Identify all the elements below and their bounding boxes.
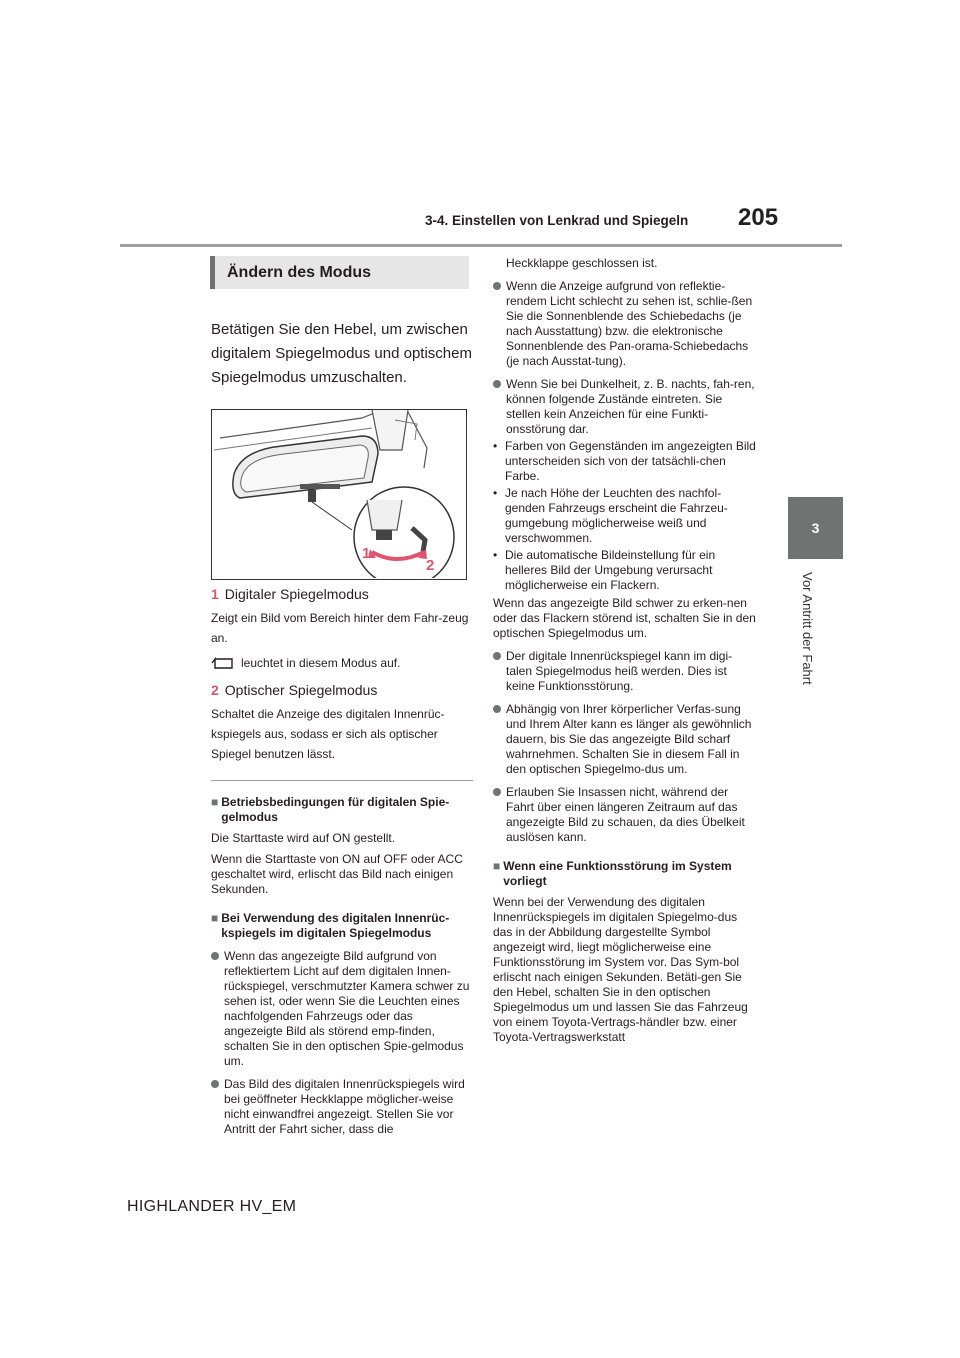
- chapter-tab: [788, 497, 843, 559]
- list-item: [211, 1077, 473, 1137]
- list-item: [493, 702, 758, 777]
- sub-bullet-icon: •: [493, 486, 498, 500]
- sub-list-item: [493, 486, 758, 546]
- mirror-indicator-icon: [211, 657, 233, 670]
- mode-item-2: [211, 682, 473, 698]
- paragraph: Wenn das angezeigte Bild schwer zu erken-nen oder das Flackern störend ist, schalten Sie in den optischen Spiegelmodus um.: [493, 596, 756, 640]
- subsection-title: Wenn eine Funktionsstörung im System vorliegt: [503, 859, 732, 888]
- section-title: 3-4. Einstellen von Lenkrad und Spiegeln: [425, 213, 689, 228]
- subsection-heading: [493, 859, 758, 889]
- bullet-dot-icon: [211, 952, 219, 960]
- section-heading: Ändern des Modus: [210, 256, 469, 289]
- section-divider: [211, 780, 473, 781]
- chapter-number: 3: [811, 520, 820, 536]
- bullet-dot-icon: [493, 652, 501, 660]
- subsection-title: Bei Verwendung des digitalen Innenrüc-kspiegels im digitalen Spiegelmodus: [221, 911, 450, 940]
- list-item: [493, 785, 758, 845]
- square-bullet-icon: ■: [211, 795, 219, 809]
- sub-bullet-icon: •: [493, 548, 498, 562]
- bullet-dot-icon: [493, 705, 501, 713]
- mode-number: 1: [211, 586, 219, 602]
- mirror-drawing: [212, 410, 465, 578]
- subsection-heading: [211, 795, 473, 825]
- sub-list-text: Farben von Gegenständen im angezeigten Bild unterscheiden sich von der tatsächli-chen Farbe.: [505, 439, 756, 483]
- list-item-text: Erlauben Sie Insassen nicht, während der Fahrt über einen längeren Zeitraum auf das angezeigte Bild zu schauen, da dies Übelkeit auslösen kann.: [506, 785, 745, 844]
- sub-list-text: Je nach Höhe der Leuchten des nachfol-genden Fahrzeugs erscheint die Fahrzeu-gumgebung möglicherweise weiß und verschwommen.: [505, 486, 728, 545]
- list-item: [493, 649, 758, 694]
- list-item-text: Wenn Sie bei Dunkelheit, z. B. nachts, fah-ren, können folgende Zustände eintreten. Sie stellen kein Anzeichen für eine Funkti-onsstörung dar.: [506, 377, 755, 436]
- footer-model: HIGHLANDER HV_EM: [127, 1198, 297, 1215]
- subsection-heading: [211, 911, 473, 941]
- list-item-text: Abhängig von Ihrer körperlicher Verfas-sung und Ihrem Alter kann es länger als gewöhnlich dauern, bis Sie das angezeigte Bild scharf wahrnehmen. Schalten Sie in diesem Fall in den optischen Spiegelmo-dus um.: [506, 702, 752, 776]
- list-item-text: Das Bild des digitalen Innenrückspiegels wird bei geöffneter Heckklappe möglicher-weise nicht einwandfrei angezeigt. Stellen Sie vor Antritt der Fahrt sicher, dass die: [224, 1077, 465, 1136]
- left-column: [211, 318, 473, 1137]
- sub-list-item: [493, 439, 758, 484]
- paragraph: Die Starttaste wird auf ON gestellt.: [211, 831, 396, 845]
- lead-paragraph: Betätigen Sie den Hebel, um zwischen digitalem Spiegelmodus und optischem Spiegelmodus umzuschalten.: [211, 321, 472, 386]
- mode-number: 2: [211, 682, 219, 698]
- bullet-dot-icon: [211, 1080, 219, 1088]
- chapter-label: Vor Antritt der Fahrt: [800, 572, 815, 685]
- mode-title: Optischer Spiegelmodus: [224, 682, 378, 698]
- page-number: 205: [738, 204, 779, 231]
- list-item: [493, 377, 758, 437]
- square-bullet-icon: ■: [211, 911, 219, 925]
- sub-list-text: Die automatische Bildeinstellung für ein helleres Bild der Umgebung verursacht möglicherweise ein Flackern.: [505, 548, 716, 592]
- mode-item-1: [211, 586, 473, 602]
- bullet-dot-icon: [493, 380, 501, 388]
- figure-label-1: 1: [362, 545, 371, 562]
- bullet-dot-icon: [493, 788, 501, 796]
- mode-description: Schaltet die Anzeige des digitalen Innenrüc-kspiegels aus, sodass er sich als optischer Spiegel benutzen lässt.: [211, 707, 445, 761]
- mirror-illustration: [211, 409, 467, 580]
- right-column: [493, 256, 758, 1045]
- paragraph: Heckklappe geschlossen ist.: [506, 256, 658, 270]
- list-item-text: Wenn das angezeigte Bild aufgrund von reflektiertem Licht auf dem digitalen Innen-rückspiegel, verschmutzter Kamera schwer zu sehen ist, oder wenn Sie die Leuchten eines nachfolgenden Fahrzeugs oder das angezeigte Bild als störend emp-finden, schalten Sie in den optischen Spie-gelmodus um.: [224, 949, 470, 1068]
- sub-list-item: [493, 548, 758, 593]
- paragraph: Wenn bei der Verwendung des digitalen Innenrückspiegels im digitalen Spiegelmo-dus das in der Abbildung dargestellte Symbol angezeigt wird, liegt möglicherweise eine Funktionsstörung im System vor. Das Sym-bol erlischt nach einigen Sekunden. Betäti-gen Sie den Hebel, schalten Sie in den optischen Spiegelmodus um und lassen Sie das Fahrzeug von einem Toyota-Vertrags-händler bzw. einer Toyota-Vertragswerkstatt: [493, 895, 748, 1044]
- paragraph: Wenn die Starttaste von ON auf OFF oder ACC geschaltet wird, erlischt das Bild nach einigen Sekunden.: [211, 852, 463, 896]
- mode-description: Zeigt ein Bild vom Bereich hinter dem Fahr-zeug an.: [211, 611, 469, 645]
- list-item: [211, 949, 473, 1069]
- subsection-title: Betriebsbedingungen für digitalen Spie-gelmodus: [221, 795, 450, 824]
- mode-title: Digitaler Spiegelmodus: [224, 586, 369, 602]
- list-item-text: Der digitale Innenrückspiegel kann im digi-talen Spiegelmodus heiß werden. Dies ist keine Funktionsstörung.: [506, 649, 733, 693]
- bullet-dot-icon: [493, 282, 501, 290]
- indicator-text: leuchtet in diesem Modus auf.: [241, 656, 401, 670]
- list-item: [493, 279, 758, 369]
- square-bullet-icon: ■: [493, 859, 501, 873]
- list-item-text: Wenn die Anzeige aufgrund von reflektie-rendem Licht schlecht zu sehen ist, schlie-ßen Sie die Sonnenblende des Schiebedachs (je nach Ausstattung) bzw. die elektronische Sonnenblende des Pan-orama-Schiebedachs (je nach Ausstat-tung).: [506, 279, 753, 368]
- sub-bullet-icon: •: [493, 439, 498, 453]
- indicator-note: [211, 656, 473, 670]
- header-divider: [120, 244, 842, 247]
- figure-label-2: 2: [426, 557, 435, 574]
